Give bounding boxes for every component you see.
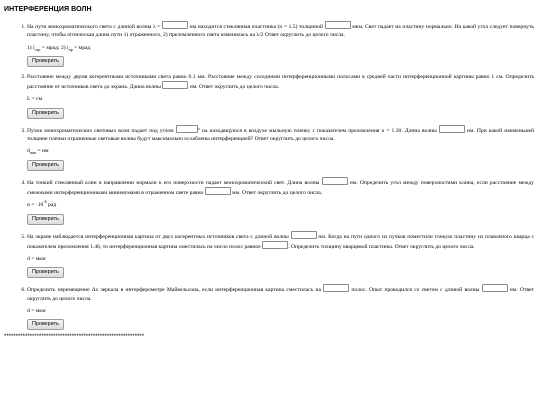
distance-input[interactable] [205, 187, 231, 195]
question-1 [27, 21, 534, 67]
question-5 [27, 231, 534, 279]
page-title: ИНТЕРФЕРЕНЦИЯ ВОЛН [4, 6, 92, 13]
answer-line: d = мкм [27, 256, 46, 263]
wavelength-input[interactable] [162, 81, 188, 89]
fringe-count-input[interactable] [262, 241, 288, 249]
wavelength-input[interactable] [322, 177, 348, 185]
question-6 [27, 284, 534, 330]
wavelength-input[interactable] [291, 231, 317, 239]
question-list [4, 21, 534, 330]
question-text: 6. Определить перемещение Δх зеркала в интерферометре Майкельсона, если интерференционная картина сместилась на полос. Опыт проводился со светом с длиной волны нм. Ответ округлить до целого числа. [27, 284, 534, 303]
answer-line: $d_{min}$ = нм [27, 148, 49, 156]
question-3 [27, 125, 534, 171]
check-button[interactable]: Проверить [27, 267, 64, 278]
wavelength-input[interactable] [162, 21, 188, 29]
check-button[interactable]: Проверить [27, 56, 64, 67]
check-button[interactable]: Проверить [27, 160, 64, 171]
question-text: 5. На экране наблюдается интерференционная картина от двух когерентных источников света с длиной волны нм. Когда на пути одного из пучков поместили тонкую пластину из плавленого кварца с показателем преломления 1.46, то интерференционная картина сместилась на число полос равное . Определить толщину кварцевой пластины. Ответ округлить до целого числа. [27, 231, 534, 252]
angle-input[interactable] [176, 125, 198, 133]
answer-line: d = мкм [27, 308, 46, 315]
check-button[interactable]: Проверить [27, 108, 64, 119]
wavelength-input[interactable] [482, 284, 508, 292]
fringe-count-input[interactable] [323, 284, 349, 292]
answer-line: 1) $i_{отр}$ = мрад; 2) $i_{пр}$ = мрад [27, 44, 91, 52]
question-text: 2. Расстояние между двумя когерентными источниками света равно 0.1 мм. Расстояние между соседними интерференционными полосами в средней части интерференционной картины равно 1 см. Определить расстояние от источников света до экрана. Длина волны нм. Ответ округлить до целого числа. [27, 73, 534, 91]
question-4 [27, 177, 534, 225]
check-button[interactable]: Проверить [27, 319, 64, 330]
footer-separator: ************************************************************ [4, 334, 145, 341]
answer-line: $\alpha = \cdot 10^{-6}$ рад [27, 199, 57, 209]
check-button[interactable]: Проверить [27, 214, 64, 225]
question-text: 4. На тонкий стеклянный клин в направлении нормали к его поверхности падает монохроматический свет. Длина волны нм. Определить угол между поверхностями клина, если расстояние между смежными интерференционными минимумами в отраженном свете равно мм. Ответ округлить до целого числа. [27, 177, 534, 198]
question-text: 3. Пучок монохроматических световых волн падает под углом ° на находящуюся в воздухе мыльную пленку с показателем преломления n = 1.30. Длина волны нм. При какой наименьшей толщине пленки отраженные световые волны будут максимально ослаблены интерференцией? Ответ округлить до целого числа. [27, 125, 534, 144]
answer-line: L = см [27, 96, 43, 103]
question-text: 1. На пути монохроматического света с длиной волны λ = нм находится стеклянная пластинка (n = 1.5) толщиной мкм. Свет падает на пластину нормально. На какой угол следует повернуть пластину, чтобы оптическая длина пути 1) отраженного, 2) преломленного света изменилась на λ/2 Ответ округлить до целого числа. [27, 21, 534, 40]
question-2 [27, 73, 534, 119]
thickness-input[interactable] [325, 21, 351, 29]
wavelength-input[interactable] [439, 125, 465, 133]
